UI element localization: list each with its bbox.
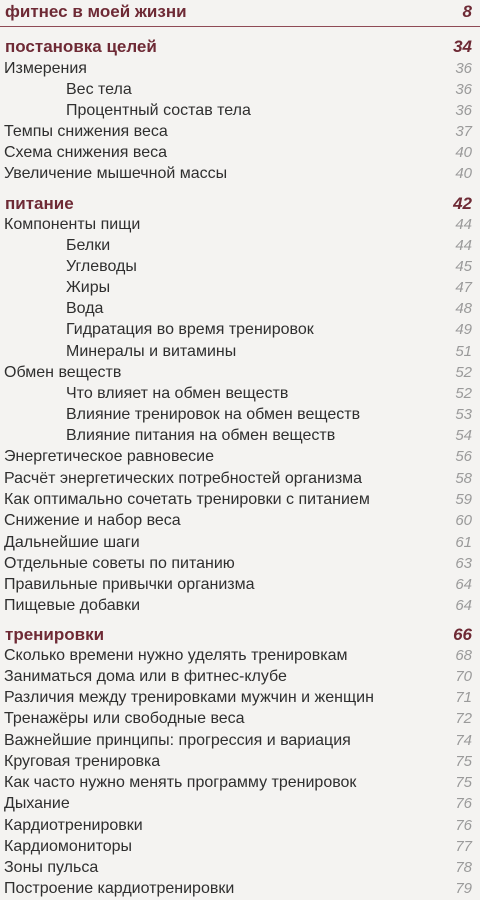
toc-page-number: 34 bbox=[453, 37, 472, 56]
toc-entry[interactable] bbox=[0, 468, 480, 489]
toc-page-number: 78 bbox=[455, 859, 472, 876]
toc-page-number: 51 bbox=[455, 343, 472, 360]
toc-page-number: 48 bbox=[455, 300, 472, 317]
toc-entry-title: Заниматься дома или в фитнес-клубе bbox=[4, 668, 287, 685]
toc-entry[interactable] bbox=[0, 214, 480, 235]
toc-entry-title: Белки bbox=[66, 237, 111, 254]
toc-entry-title: Правильные привычки организма bbox=[4, 576, 255, 593]
toc-section-heading[interactable] bbox=[0, 624, 480, 645]
toc-entry-title: Углеводы bbox=[66, 258, 137, 275]
toc-page-number: 66 bbox=[453, 625, 472, 644]
toc-entry-title: Вода bbox=[66, 300, 104, 317]
toc-page-number: 56 bbox=[455, 448, 472, 465]
toc-page-number: 40 bbox=[455, 144, 472, 161]
toc-page-number: 42 bbox=[453, 194, 472, 213]
toc-section-title: постановка целей bbox=[5, 37, 157, 56]
toc-entry-title: Компоненты пищи bbox=[4, 216, 141, 233]
toc-page-number: 49 bbox=[455, 321, 472, 338]
toc-page-number: 52 bbox=[455, 385, 472, 402]
toc-entry-title: Энергетическое равновесие bbox=[4, 448, 214, 465]
toc-page-number: 44 bbox=[455, 237, 472, 254]
toc-page-number: 75 bbox=[455, 774, 472, 791]
toc-entry[interactable] bbox=[0, 121, 480, 142]
toc-entry-title: Как часто нужно менять программу тренировок bbox=[4, 774, 357, 791]
toc-page-number: 8 bbox=[462, 2, 472, 21]
toc-page-number: 64 bbox=[455, 597, 472, 614]
toc-section-title: тренировки bbox=[5, 625, 105, 644]
toc-section-title: фитнес в моей жизни bbox=[5, 2, 187, 21]
toc-entry-title: Пищевые добавки bbox=[4, 597, 141, 614]
toc-section-heading[interactable] bbox=[0, 1, 480, 22]
toc-entry-title: Темпы снижения веса bbox=[4, 123, 168, 140]
toc-entry-title: Тренажёры или свободные веса bbox=[4, 710, 245, 727]
section-divider bbox=[0, 26, 480, 27]
toc-page-number: 37 bbox=[455, 123, 472, 140]
toc-page-number: 45 bbox=[455, 258, 472, 275]
toc-page-number: 74 bbox=[455, 732, 472, 749]
toc-entry[interactable] bbox=[0, 553, 480, 574]
toc-entry-title: Кардиотренировки bbox=[4, 817, 143, 834]
toc-entry-title: Обмен веществ bbox=[4, 364, 122, 381]
toc-page-number: 71 bbox=[455, 689, 472, 706]
toc-entry-title: Гидратация во время тренировок bbox=[66, 321, 314, 338]
toc-entry-title: Увеличение мышечной массы bbox=[4, 165, 228, 182]
toc-entry-title: Что влияет на обмен веществ bbox=[66, 385, 289, 402]
toc-section-heading[interactable] bbox=[0, 193, 480, 214]
toc-section-title: питание bbox=[5, 194, 74, 213]
toc-entry[interactable] bbox=[0, 58, 480, 79]
toc-page-number: 53 bbox=[455, 406, 472, 423]
toc-subentry[interactable] bbox=[0, 79, 480, 100]
toc-entry-title: Измерения bbox=[4, 60, 87, 77]
toc-subentry[interactable] bbox=[0, 425, 480, 446]
toc-entry[interactable] bbox=[0, 687, 480, 708]
toc-page-number: 40 bbox=[455, 165, 472, 182]
toc-entry-title: Дальнейшие шаги bbox=[4, 534, 140, 551]
toc-entry[interactable] bbox=[0, 446, 480, 467]
toc-page-number: 72 bbox=[455, 710, 472, 727]
toc-page-number: 76 bbox=[455, 817, 472, 834]
toc-entry[interactable] bbox=[0, 163, 480, 184]
toc-page-number: 79 bbox=[455, 880, 472, 897]
toc-subentry[interactable] bbox=[0, 383, 480, 404]
toc-entry[interactable] bbox=[0, 772, 480, 793]
toc-entry-title: Зоны пульса bbox=[4, 859, 99, 876]
toc-entry-title: Построение кардиотренировки bbox=[4, 880, 235, 897]
toc-page-number: 59 bbox=[455, 491, 472, 508]
toc-subentry[interactable] bbox=[0, 298, 480, 319]
toc-entry[interactable] bbox=[0, 708, 480, 729]
toc-entry-title: Минералы и витамины bbox=[66, 343, 237, 360]
toc-subentry[interactable] bbox=[0, 404, 480, 425]
toc-subentry[interactable] bbox=[0, 319, 480, 340]
toc-page-number: 63 bbox=[455, 555, 472, 572]
toc-entry[interactable] bbox=[0, 595, 480, 616]
toc-page-number: 76 bbox=[455, 795, 472, 812]
toc-entry[interactable] bbox=[0, 730, 480, 751]
toc-entry[interactable] bbox=[0, 793, 480, 814]
toc-page-number: 47 bbox=[455, 279, 472, 296]
toc-entry-title: Важнейшие принципы: прогрессия и вариация bbox=[4, 732, 351, 749]
toc-entry-title: Дыхание bbox=[4, 795, 70, 812]
toc-entry-title: Вес тела bbox=[66, 81, 132, 98]
toc-entry-title: Жиры bbox=[66, 279, 111, 296]
toc-subentry[interactable] bbox=[0, 235, 480, 256]
toc-entry[interactable] bbox=[0, 666, 480, 687]
toc-entry-title: Влияние тренировок на обмен веществ bbox=[66, 406, 361, 423]
toc-page-number: 75 bbox=[455, 753, 472, 770]
toc-entry-title: Кардиомониторы bbox=[4, 838, 133, 855]
toc-entry[interactable] bbox=[0, 510, 480, 531]
toc-subentry[interactable] bbox=[0, 341, 480, 362]
toc-page-number: 60 bbox=[455, 512, 472, 529]
toc-entry[interactable] bbox=[0, 362, 480, 383]
toc-entry-title: Схема снижения веса bbox=[4, 144, 167, 161]
toc-entry[interactable] bbox=[0, 751, 480, 772]
toc-entry[interactable] bbox=[0, 532, 480, 553]
toc-entry-title: Сколько времени нужно уделять тренировкам bbox=[4, 647, 348, 664]
toc-subentry[interactable] bbox=[0, 100, 480, 121]
toc-section-heading[interactable] bbox=[0, 36, 480, 57]
toc-page-number: 52 bbox=[455, 364, 472, 381]
toc-entry[interactable] bbox=[0, 857, 480, 878]
toc-page-number: 36 bbox=[455, 60, 472, 77]
toc-page-number: 64 bbox=[455, 576, 472, 593]
toc-entry[interactable] bbox=[0, 574, 480, 595]
toc-entry[interactable] bbox=[0, 489, 480, 510]
toc-entry-title: Расчёт энергетических потребностей организма bbox=[4, 470, 363, 487]
toc-page-number: 61 bbox=[455, 534, 472, 551]
toc-subentry[interactable] bbox=[0, 256, 480, 277]
toc-entry-title: Процентный состав тела bbox=[66, 102, 251, 119]
toc-entry-title: Влияние питания на обмен веществ bbox=[66, 427, 336, 444]
toc-page-number: 44 bbox=[455, 216, 472, 233]
toc-page-number: 58 bbox=[455, 470, 472, 487]
toc-subentry[interactable] bbox=[0, 277, 480, 298]
toc-page-number: 68 bbox=[455, 647, 472, 664]
toc-page-number: 54 bbox=[455, 427, 472, 444]
toc-entry-title: Отдельные советы по питанию bbox=[4, 555, 235, 572]
toc-entry[interactable] bbox=[0, 142, 480, 163]
toc-page-number: 36 bbox=[455, 102, 472, 119]
toc-entry-title: Круговая тренировка bbox=[4, 753, 161, 770]
toc-entry[interactable] bbox=[0, 836, 480, 857]
toc-page-number: 77 bbox=[455, 838, 472, 855]
toc-entry[interactable] bbox=[0, 645, 480, 666]
toc-page-number: 36 bbox=[455, 81, 472, 98]
toc-entry-title: Как оптимально сочетать тренировки с питанием bbox=[4, 491, 370, 508]
toc-entry[interactable] bbox=[0, 878, 480, 899]
toc-entry[interactable] bbox=[0, 815, 480, 836]
toc-entry-title: Снижение и набор веса bbox=[4, 512, 181, 529]
toc-page-number: 70 bbox=[455, 668, 472, 685]
toc-entry-title: Различия между тренировками мужчин и женщин bbox=[4, 689, 374, 706]
